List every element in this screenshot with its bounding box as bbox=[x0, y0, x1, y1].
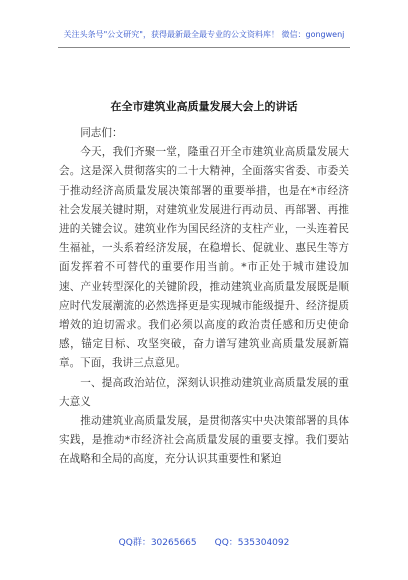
header-divider bbox=[58, 47, 350, 48]
footer-qq: QQ：535304092 bbox=[214, 538, 290, 548]
header-promo-text: 关注头条号"公文研究"，获得最新最全最专业的公文资料库！ 微信：gongwenj bbox=[63, 30, 345, 39]
paragraph: 推动建筑业高质量发展，是贯彻落实中央决策部署的具体实践，是推动*市经济社会高质量发展的重要支撑。我们要站在战略和全局的高度，充分认识其重要性和紧迫 bbox=[59, 415, 349, 466]
document-body bbox=[59, 124, 349, 470]
footer-contact bbox=[0, 535, 408, 548]
document-title: 在全市建筑业高质量发展大会上的讲话 bbox=[110, 100, 298, 113]
salutation: 同志们： bbox=[80, 127, 123, 139]
section-heading: 一、提高政治站位，深刻认识推动建筑业高质量发展的重大意义 bbox=[59, 376, 349, 408]
paragraph: 今天，我们齐聚一堂，隆重召开全市建筑业高质量发展大会。这是深入贯彻落实的二十大精神，全面落实省委、市委关于推动经济高质量发展决策部署的重要举措，也是在*市经济社会发展关键时期，对建筑业发展进行再动员、再部署、再推进的关键会议。建筑业作为国民经济的支柱产业，一头连着民生福祉，一头系着经济发展，在稳增长、促就业、惠民生等方面发挥着不可替代的重要作用当前。*市正处于城市建设加速、产业转型深化的关键阶段，推动建筑业高质量发展既是顺应时代发展潮流的必然选择更是实现城市能级提升、经济提质增效的迫切需求。我们必须以高度的政治责任感和历史使命感，锚定目标、攻坚突破，奋力谱写建筑业高质量发展新篇章。下面，我讲三点意见。 bbox=[59, 146, 349, 370]
footer-qq-group: QQ群：30265665 bbox=[118, 538, 197, 548]
